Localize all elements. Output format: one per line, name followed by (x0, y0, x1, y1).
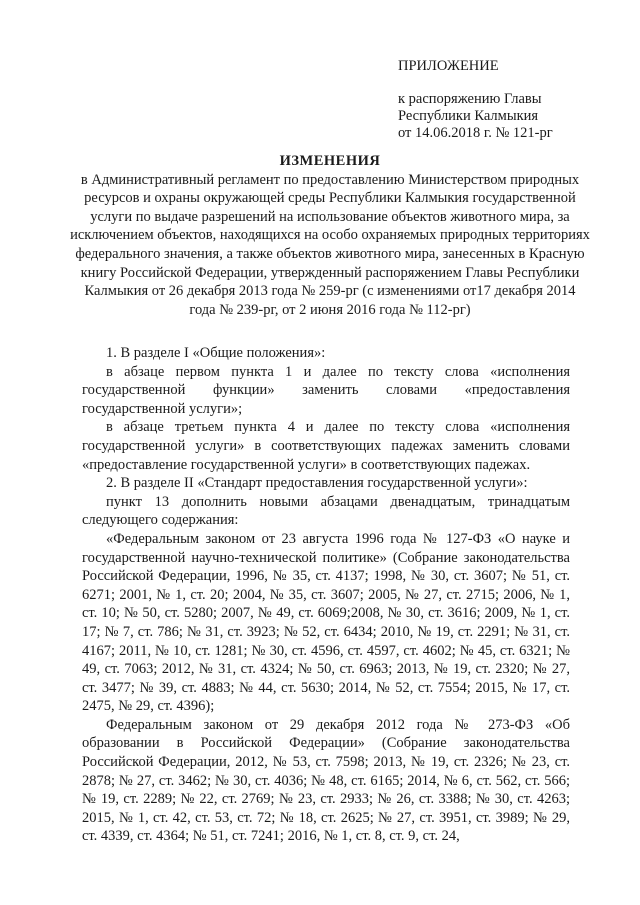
paragraph: пункт 13 дополнить новыми абзацами двенадцатым, тринадцатым следующего содержания: (82, 493, 570, 529)
document-body (82, 344, 570, 846)
paragraph: 2. В разделе II «Стандарт предоставления государственной услуги»: (106, 475, 528, 492)
appendix-title: ПРИЛОЖЕНИЕ (398, 58, 499, 74)
document-subtitle: в Административный регламент по предоставлению Министерством природных ресурсов и охраны окружающей среды Республики Калмыкия государственной услуги по выдаче разрешений на использование объектов животного мира, за исключением объектов, находящихся на особо охраняемых природных территориях федерального значения, а также объектов животного мира, занесенных в Красную книгу Российской Федерации, утвержденный распоряжением Главы Республики Калмыкия от 26 декабря 2013 года № 259-рг (с изменениями от17 декабря 2014 года № 239-рг, от 2 июня 2016 года № 112-рг) (70, 171, 590, 318)
paragraph: в абзаце первом пункта 1 и далее по тексту слова «исполнения государственной функции» заменить словами «предоставления государственной услуги»; (82, 363, 570, 417)
appendix-block (398, 58, 553, 142)
document-title: ИЗМЕНЕНИЯ (279, 153, 381, 169)
appendix-line: к распоряжению Главы (398, 91, 542, 107)
appendix-line: от 14.06.2018 г. № 121-рг (398, 125, 553, 141)
paragraph: «Федеральным законом от 23 августа 1996 года № 127-ФЗ «О науке и государственной научно-технической политике» (Собрание законодательства Российской Федерации, 1996, № 35, ст. 4137; 1998, № 30, ст. 3607; № 51, ст. 6271; 2001, № 1, ст. 20; 2004, № 35, ст. 3607; 2005, № 27, ст. 2715; 2006, № 1, ст. 10; № 50, ст. 5280; 2007, № 49, ст. 6069;2008, № 30, ст. 3616; 2009, № 1, ст. 17; № 7, ст. 786; № 31, ст. 3923; № 52, ст. 6434; 2010, № 19, ст. 2291; № 31, ст. 4167; 2011, № 10, ст. 1281; № 30, ст. 4596, ст. 4597, ст. 4602; № 45, ст. 6321; № 49, ст. 7063; 2012, № 31, ст. 4324; № 50, ст. 6963; 2013, № 19, ст. 2320; № 27, ст. 3477; № 39, ст. 4883; № 44, ст. 5630; 2014, № 52, ст. 7554; 2015, № 17, ст. 2475, № 29, ст. 4396); (82, 530, 570, 715)
paragraph: Федеральным законом от 29 декабря 2012 года № 273-ФЗ «Об образовании в Российской Федерации» (Собрание законодательства Российской Федерации, 2012, № 53, ст. 7598; 2013, № 19, ст. 2326; № 23, ст. 2878; № 27, ст. 3462; № 30, ст. 4036; № 48, ст. 6165; 2014, № 6, ст. 562, ст. 566; № 19, ст. 2289; № 22, ст. 2769; № 23, ст. 2933; № 26, ст. 3388; № 30, ст. 4263; 2015, № 1, ст. 42, ст. 53, ст. 72; № 18, ст. 2625; № 27, ст. 3951, ст. 3989; № 29, ст. 4339, ст. 4364; № 51, ст. 7241; 2016, № 1, ст. 8, ст. 9, ст. 24, (82, 716, 570, 845)
document-heading (70, 152, 590, 319)
appendix-line: Республики Калмыкия (398, 108, 539, 124)
paragraph: 1. В разделе I «Общие положения»: (106, 345, 326, 361)
paragraph: в абзаце третьем пункта 4 и далее по тексту слова «исполнения государственной услуги» в соответствующих падежах заменить словами «предоставление государственной услуги» в соответствующих падежах. (82, 419, 570, 473)
